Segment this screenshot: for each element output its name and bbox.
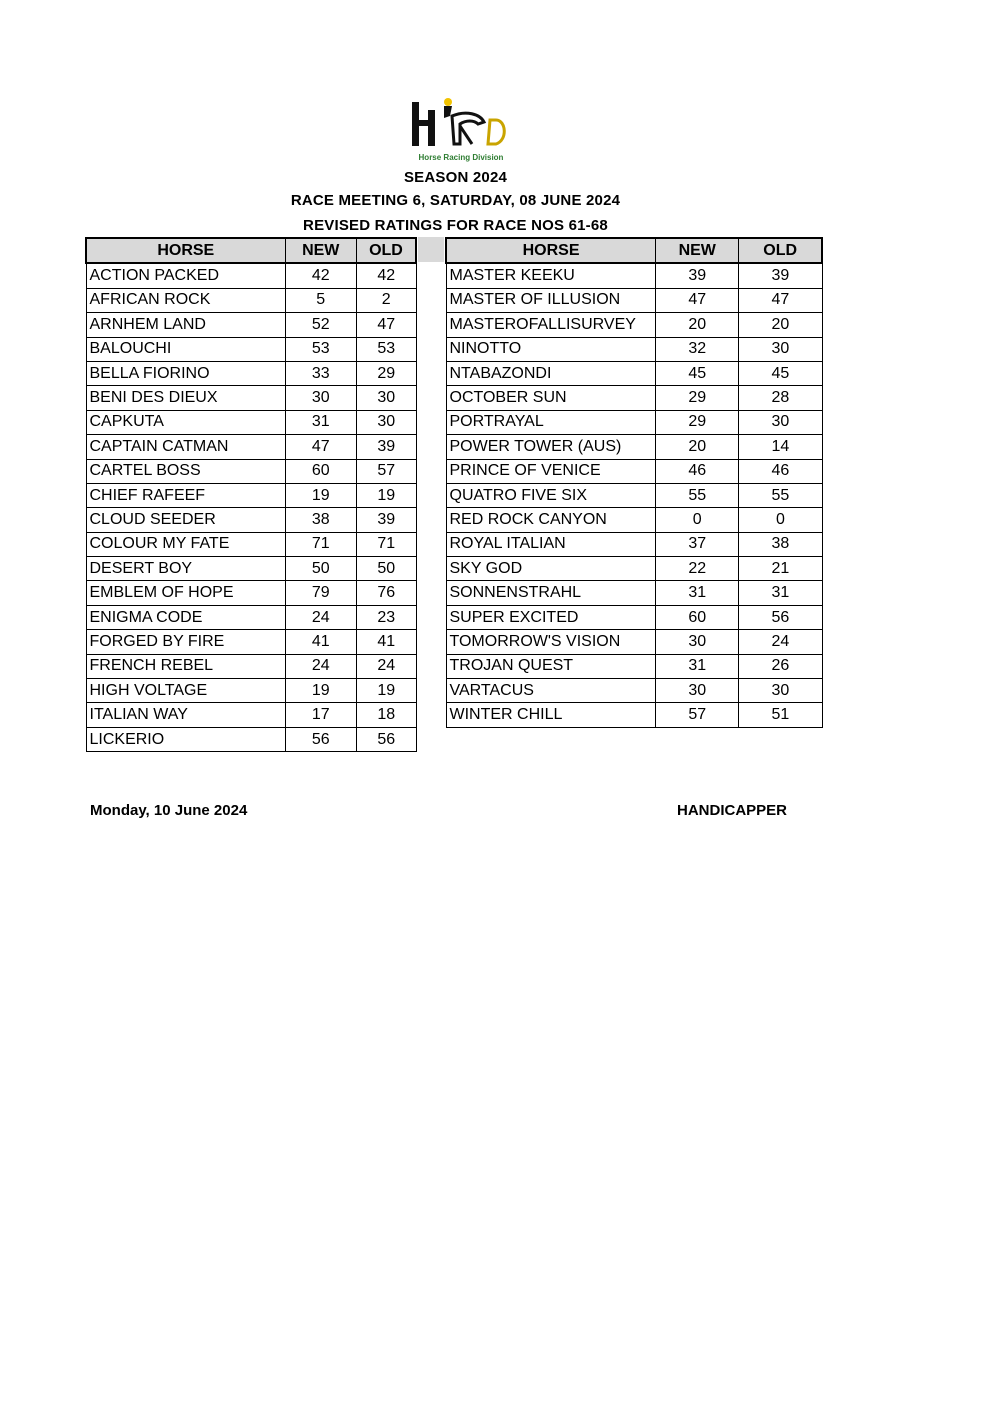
old-rating-cell: 56 xyxy=(356,727,416,751)
horse-name-cell: POWER TOWER (AUS) xyxy=(446,435,656,459)
old-rating-cell: 31 xyxy=(739,581,822,605)
new-rating-cell: 47 xyxy=(656,288,739,312)
horse-name-cell: NTABAZONDI xyxy=(446,361,656,385)
old-rating-cell: 28 xyxy=(739,386,822,410)
old-rating-cell: 29 xyxy=(356,361,416,385)
old-rating-cell: 47 xyxy=(739,288,822,312)
column-header-horse: HORSE xyxy=(446,238,656,263)
old-rating-cell: 19 xyxy=(356,483,416,507)
new-rating-cell: 19 xyxy=(285,483,356,507)
horse-name-cell: FRENCH REBEL xyxy=(86,654,285,678)
old-rating-cell: 71 xyxy=(356,532,416,556)
horse-name-cell: PORTRAYAL xyxy=(446,410,656,434)
new-rating-cell: 41 xyxy=(285,630,356,654)
horse-name-cell: TOMORROW'S VISION xyxy=(446,630,656,654)
table-row xyxy=(86,313,416,337)
issue-date: Monday, 10 June 2024 xyxy=(90,802,248,819)
table-row xyxy=(86,459,416,483)
table-row xyxy=(446,581,822,605)
horse-name-cell: MASTER KEEKU xyxy=(446,263,656,288)
new-rating-cell: 37 xyxy=(656,532,739,556)
new-rating-cell: 24 xyxy=(285,654,356,678)
old-rating-cell: 50 xyxy=(356,557,416,581)
table-row xyxy=(86,483,416,507)
horse-name-cell: ROYAL ITALIAN xyxy=(446,532,656,556)
table-row xyxy=(446,532,822,556)
new-rating-cell: 52 xyxy=(285,313,356,337)
old-rating-cell: 57 xyxy=(356,459,416,483)
old-rating-cell: 0 xyxy=(739,508,822,532)
new-rating-cell: 30 xyxy=(656,679,739,703)
table-row xyxy=(446,386,822,410)
table-row xyxy=(446,361,822,385)
new-rating-cell: 17 xyxy=(285,703,356,727)
new-rating-cell: 33 xyxy=(285,361,356,385)
new-rating-cell: 30 xyxy=(285,386,356,410)
horse-name-cell: LICKERIO xyxy=(86,727,285,751)
old-rating-cell: 41 xyxy=(356,630,416,654)
horse-name-cell: QUATRO FIVE SIX xyxy=(446,483,656,507)
new-rating-cell: 22 xyxy=(656,557,739,581)
new-rating-cell: 56 xyxy=(285,727,356,751)
table-row xyxy=(446,703,822,727)
horse-name-cell: CAPTAIN CATMAN xyxy=(86,435,285,459)
new-rating-cell: 71 xyxy=(285,532,356,556)
horse-name-cell: MASTEROFALLISURVEY xyxy=(446,313,656,337)
old-rating-cell: 45 xyxy=(739,361,822,385)
horse-name-cell: WINTER CHILL xyxy=(446,703,656,727)
old-rating-cell: 76 xyxy=(356,581,416,605)
old-rating-cell: 14 xyxy=(739,435,822,459)
header-gap-fill xyxy=(418,237,444,262)
ratings-subtitle: REVISED RATINGS FOR RACE NOS 61-68 xyxy=(303,217,608,234)
table-row xyxy=(446,313,822,337)
horse-name-cell: MASTER OF ILLUSION xyxy=(446,288,656,312)
horse-name-cell: TROJAN QUEST xyxy=(446,654,656,678)
column-header-horse: HORSE xyxy=(86,238,285,263)
old-rating-cell: 24 xyxy=(356,654,416,678)
signatory: HANDICAPPER xyxy=(677,802,788,819)
horse-name-cell: NINOTTO xyxy=(446,337,656,361)
table-row xyxy=(446,508,822,532)
table-row xyxy=(86,557,416,581)
new-rating-cell: 38 xyxy=(285,508,356,532)
new-rating-cell: 20 xyxy=(656,313,739,337)
old-rating-cell: 42 xyxy=(356,263,416,288)
table-row xyxy=(446,410,822,434)
table-row xyxy=(86,703,416,727)
table-row xyxy=(86,532,416,556)
old-rating-cell: 30 xyxy=(356,386,416,410)
ratings-table-right xyxy=(445,237,823,728)
new-rating-cell: 32 xyxy=(656,337,739,361)
table-row xyxy=(446,605,822,629)
table-row xyxy=(86,630,416,654)
old-rating-cell: 21 xyxy=(739,557,822,581)
horse-name-cell: CARTEL BOSS xyxy=(86,459,285,483)
horse-name-cell: ARNHEM LAND xyxy=(86,313,285,337)
old-rating-cell: 30 xyxy=(739,410,822,434)
column-header-new: NEW xyxy=(656,238,739,263)
horse-name-cell: ACTION PACKED xyxy=(86,263,285,288)
old-rating-cell: 26 xyxy=(739,654,822,678)
new-rating-cell: 39 xyxy=(656,263,739,288)
new-rating-cell: 24 xyxy=(285,605,356,629)
old-rating-cell: 18 xyxy=(356,703,416,727)
horse-name-cell: HIGH VOLTAGE xyxy=(86,679,285,703)
old-rating-cell: 53 xyxy=(356,337,416,361)
horse-name-cell: CHIEF RAFEEF xyxy=(86,483,285,507)
horse-name-cell: VARTACUS xyxy=(446,679,656,703)
horse-name-cell: AFRICAN ROCK xyxy=(86,288,285,312)
horse-name-cell: OCTOBER SUN xyxy=(446,386,656,410)
new-rating-cell: 30 xyxy=(656,630,739,654)
new-rating-cell: 47 xyxy=(285,435,356,459)
table-row xyxy=(446,337,822,361)
horse-name-cell: DESERT BOY xyxy=(86,557,285,581)
table-row xyxy=(86,361,416,385)
new-rating-cell: 31 xyxy=(656,654,739,678)
old-rating-cell: 39 xyxy=(356,435,416,459)
new-rating-cell: 42 xyxy=(285,263,356,288)
table-row xyxy=(86,508,416,532)
old-rating-cell: 39 xyxy=(739,263,822,288)
horse-name-cell: BELLA FIORINO xyxy=(86,361,285,385)
logo-caption: Horse Racing Division xyxy=(418,153,504,162)
old-rating-cell: 30 xyxy=(739,679,822,703)
old-rating-cell: 55 xyxy=(739,483,822,507)
horse-name-cell: SUPER EXCITED xyxy=(446,605,656,629)
horse-name-cell: SONNENSTRAHL xyxy=(446,581,656,605)
season-heading: SEASON 2024 xyxy=(403,169,508,186)
table-header-row xyxy=(86,238,416,263)
table-row xyxy=(446,654,822,678)
old-rating-cell: 30 xyxy=(356,410,416,434)
column-header-old: OLD xyxy=(356,238,416,263)
horse-name-cell: PRINCE OF VENICE xyxy=(446,459,656,483)
new-rating-cell: 0 xyxy=(656,508,739,532)
table-row xyxy=(86,386,416,410)
new-rating-cell: 31 xyxy=(285,410,356,434)
old-rating-cell: 20 xyxy=(739,313,822,337)
new-rating-cell: 60 xyxy=(285,459,356,483)
table-row xyxy=(86,679,416,703)
table-header-row xyxy=(446,238,822,263)
old-rating-cell: 30 xyxy=(739,337,822,361)
old-rating-cell: 51 xyxy=(739,703,822,727)
old-rating-cell: 2 xyxy=(356,288,416,312)
column-header-new: NEW xyxy=(285,238,356,263)
ratings-table-left xyxy=(85,237,417,752)
horse-name-cell: RED ROCK CANYON xyxy=(446,508,656,532)
table-row xyxy=(446,288,822,312)
new-rating-cell: 5 xyxy=(285,288,356,312)
horse-name-cell: FORGED BY FIRE xyxy=(86,630,285,654)
table-row xyxy=(446,483,822,507)
new-rating-cell: 57 xyxy=(656,703,739,727)
horse-name-cell: BENI DES DIEUX xyxy=(86,386,285,410)
horse-name-cell: COLOUR MY FATE xyxy=(86,532,285,556)
old-rating-cell: 24 xyxy=(739,630,822,654)
table-row xyxy=(86,654,416,678)
horse-jockey-logo-icon xyxy=(408,96,514,154)
table-row xyxy=(86,605,416,629)
new-rating-cell: 20 xyxy=(656,435,739,459)
horse-name-cell: CAPKUTA xyxy=(86,410,285,434)
new-rating-cell: 55 xyxy=(656,483,739,507)
column-header-old: OLD xyxy=(739,238,822,263)
meeting-heading: RACE MEETING 6, SATURDAY, 08 JUNE 2024 xyxy=(290,192,621,209)
new-rating-cell: 46 xyxy=(656,459,739,483)
new-rating-cell: 79 xyxy=(285,581,356,605)
horse-name-cell: CLOUD SEEDER xyxy=(86,508,285,532)
table-row xyxy=(446,263,822,288)
table-row xyxy=(446,630,822,654)
table-row xyxy=(86,288,416,312)
table-row xyxy=(86,410,416,434)
new-rating-cell: 45 xyxy=(656,361,739,385)
old-rating-cell: 19 xyxy=(356,679,416,703)
table-row xyxy=(446,557,822,581)
new-rating-cell: 29 xyxy=(656,410,739,434)
new-rating-cell: 53 xyxy=(285,337,356,361)
horse-name-cell: BALOUCHI xyxy=(86,337,285,361)
table-row xyxy=(86,581,416,605)
old-rating-cell: 39 xyxy=(356,508,416,532)
new-rating-cell: 31 xyxy=(656,581,739,605)
horse-name-cell: SKY GOD xyxy=(446,557,656,581)
table-row xyxy=(86,435,416,459)
old-rating-cell: 47 xyxy=(356,313,416,337)
table-row xyxy=(446,435,822,459)
old-rating-cell: 23 xyxy=(356,605,416,629)
horse-name-cell: ITALIAN WAY xyxy=(86,703,285,727)
table-row xyxy=(446,679,822,703)
old-rating-cell: 38 xyxy=(739,532,822,556)
horse-name-cell: EMBLEM OF HOPE xyxy=(86,581,285,605)
new-rating-cell: 19 xyxy=(285,679,356,703)
new-rating-cell: 50 xyxy=(285,557,356,581)
hrd-logo xyxy=(408,96,514,164)
new-rating-cell: 60 xyxy=(656,605,739,629)
old-rating-cell: 46 xyxy=(739,459,822,483)
horse-name-cell: ENIGMA CODE xyxy=(86,605,285,629)
table-row xyxy=(86,263,416,288)
table-row xyxy=(86,337,416,361)
table-row xyxy=(86,727,416,751)
old-rating-cell: 56 xyxy=(739,605,822,629)
new-rating-cell: 29 xyxy=(656,386,739,410)
table-row xyxy=(446,459,822,483)
